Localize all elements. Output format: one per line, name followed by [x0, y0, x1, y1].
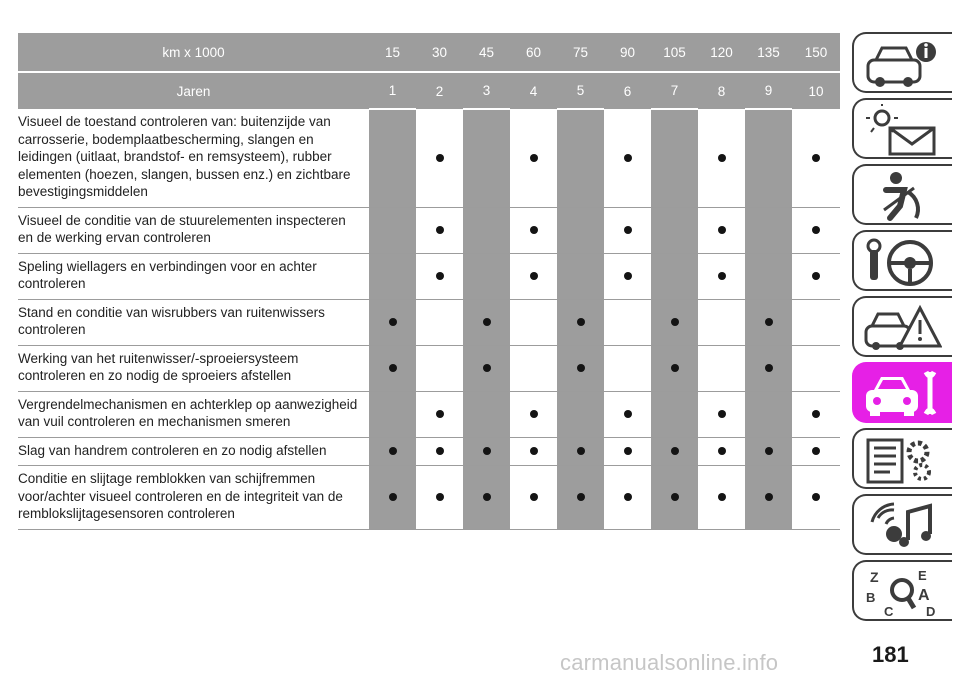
chapter-tab[interactable]: [852, 98, 952, 159]
interval-cell: [463, 207, 510, 253]
table-row: [18, 345, 840, 391]
interval-cell: [651, 391, 698, 437]
car-maintenance-icon: [864, 368, 942, 420]
km-header-label: km x 1000: [18, 33, 369, 72]
scheduled-dot-icon: [389, 318, 397, 326]
year-interval-header: 9: [745, 72, 792, 109]
scheduled-dot-icon: [718, 493, 726, 501]
km-interval-header: 135: [745, 33, 792, 72]
interval-cell: [416, 391, 463, 437]
interval-cell: [651, 109, 698, 207]
interval-cell: [557, 299, 604, 345]
interval-cell: [792, 207, 840, 253]
interval-cell: [604, 437, 651, 466]
svg-text:B: B: [866, 590, 876, 605]
years-header-row: [18, 72, 840, 109]
task-description: Slag van handrem controleren en zo nodig afstellen: [18, 437, 369, 466]
scheduled-dot-icon: [530, 410, 538, 418]
scheduled-dot-icon: [436, 447, 444, 455]
page-number: 181: [872, 642, 909, 667]
scheduled-dot-icon: [624, 410, 632, 418]
task-description: Conditie en slijtage remblokken van schijfremmen voor/achter visueel controleren en de integriteit van de remblokslijtagesensoren controleren: [18, 466, 369, 530]
year-interval-header: 1: [369, 72, 416, 109]
interval-cell: [416, 207, 463, 253]
interval-cell: [463, 466, 510, 530]
scheduled-dot-icon: [812, 154, 820, 162]
table-row: [18, 207, 840, 253]
year-interval-header: 7: [651, 72, 698, 109]
scheduled-dot-icon: [577, 493, 585, 501]
interval-cell: [416, 109, 463, 207]
task-description: Werking van het ruitenwisser/-sproeiersysteem controleren en zo nodig de sproeiers afstellen: [18, 345, 369, 391]
interval-cell: [792, 109, 840, 207]
multimedia-icon: [864, 500, 942, 552]
interval-cell: [745, 299, 792, 345]
scheduled-dot-icon: [483, 493, 491, 501]
interval-cell: [416, 299, 463, 345]
interval-cell: [463, 345, 510, 391]
year-interval-header: 2: [416, 72, 463, 109]
interval-cell: [745, 207, 792, 253]
interval-cell: [416, 345, 463, 391]
svg-text:E: E: [918, 568, 927, 583]
interval-cell: [745, 466, 792, 530]
km-header-row: [18, 33, 840, 72]
interval-cell: [510, 109, 557, 207]
interval-cell: [463, 391, 510, 437]
interval-cell: [651, 207, 698, 253]
key-steering-wheel-icon: [864, 236, 942, 288]
scheduled-dot-icon: [577, 447, 585, 455]
year-interval-header: 8: [698, 72, 745, 109]
interval-cell: [557, 391, 604, 437]
km-interval-header: 75: [557, 33, 604, 72]
interval-cell: [651, 466, 698, 530]
interval-cell: [792, 391, 840, 437]
interval-cell: [369, 253, 416, 299]
interval-cell: [604, 466, 651, 530]
interval-cell: [557, 437, 604, 466]
interval-cell: [416, 253, 463, 299]
chapter-tab[interactable]: [852, 428, 952, 489]
scheduled-dot-icon: [530, 272, 538, 280]
interval-cell: [698, 109, 745, 207]
interval-cell: [369, 109, 416, 207]
interval-cell: [463, 253, 510, 299]
svg-text:Z: Z: [870, 569, 879, 585]
task-description: Vergrendelmechanismen en achterklep op aanwezigheid van vuil controleren en mechanismen smeren: [18, 391, 369, 437]
table-row: [18, 466, 840, 530]
chapter-tab[interactable]: [852, 230, 952, 291]
scheduled-dot-icon: [812, 272, 820, 280]
year-interval-header: 6: [604, 72, 651, 109]
technical-data-icon: [864, 434, 942, 486]
interval-cell: [416, 466, 463, 530]
interval-cell: [745, 253, 792, 299]
chapter-tab[interactable]: [852, 32, 952, 93]
scheduled-dot-icon: [624, 447, 632, 455]
table-row: [18, 253, 840, 299]
interval-cell: [792, 299, 840, 345]
scheduled-dot-icon: [624, 226, 632, 234]
scheduled-dot-icon: [483, 447, 491, 455]
scheduled-dot-icon: [436, 272, 444, 280]
interval-cell: [369, 299, 416, 345]
scheduled-dot-icon: [812, 493, 820, 501]
chapter-tab[interactable]: [852, 164, 952, 225]
task-description: Visueel de toestand controleren van: buitenzijde van carrosserie, bodemplaatbescherming, slangen en leidingen (uitlaat, brandstof- en remsysteem), rubber elementen (hoezen, slangen, bussen enz.) en zichtbare bevestigingsmiddelen: [18, 109, 369, 207]
scheduled-dot-icon: [530, 226, 538, 234]
km-interval-header: 90: [604, 33, 651, 72]
interval-cell: [604, 299, 651, 345]
schedule-body: [18, 109, 840, 529]
interval-cell: [369, 391, 416, 437]
scheduled-dot-icon: [530, 154, 538, 162]
scheduled-dot-icon: [624, 493, 632, 501]
year-interval-header: 4: [510, 72, 557, 109]
interval-cell: [745, 391, 792, 437]
interval-cell: [604, 207, 651, 253]
interval-cell: [604, 391, 651, 437]
interval-cell: [416, 437, 463, 466]
interval-cell: [557, 207, 604, 253]
interval-cell: [557, 345, 604, 391]
interval-cell: [369, 207, 416, 253]
scheduled-dot-icon: [389, 364, 397, 372]
task-description: Stand en conditie van wisrubbers van ruitenwissers controleren: [18, 299, 369, 345]
interval-cell: [510, 253, 557, 299]
scheduled-dot-icon: [436, 226, 444, 234]
interval-cell: [698, 299, 745, 345]
years-header-label: Jaren: [18, 72, 369, 109]
scheduled-dot-icon: [436, 154, 444, 162]
scheduled-dot-icon: [671, 318, 679, 326]
scheduled-dot-icon: [624, 154, 632, 162]
interval-cell: [698, 253, 745, 299]
interval-cell: [792, 253, 840, 299]
km-interval-header: 30: [416, 33, 463, 72]
interval-cell: [510, 391, 557, 437]
car-info-icon: [864, 38, 942, 90]
km-interval-header: 150: [792, 33, 840, 72]
interval-cell: [510, 345, 557, 391]
interval-cell: [463, 109, 510, 207]
scheduled-dot-icon: [718, 226, 726, 234]
scheduled-dot-icon: [718, 410, 726, 418]
airbag-safety-icon: [864, 170, 942, 222]
interval-cell: [651, 299, 698, 345]
year-interval-header: 5: [557, 72, 604, 109]
scheduled-dot-icon: [718, 447, 726, 455]
interval-cell: [792, 437, 840, 466]
interval-cell: [651, 253, 698, 299]
scheduled-dot-icon: [483, 318, 491, 326]
km-interval-header: 105: [651, 33, 698, 72]
interval-cell: [369, 437, 416, 466]
interval-cell: [604, 109, 651, 207]
year-interval-header: 3: [463, 72, 510, 109]
scheduled-dot-icon: [812, 447, 820, 455]
maintenance-schedule-table: [18, 33, 840, 530]
interval-cell: [745, 437, 792, 466]
km-interval-header: 45: [463, 33, 510, 72]
interval-cell: [792, 466, 840, 530]
watermark: carmanualsonline.info: [560, 650, 779, 675]
table-row: [18, 109, 840, 207]
interval-cell: [510, 466, 557, 530]
interval-cell: [557, 109, 604, 207]
task-description: Speling wiellagers en verbindingen voor en achter controleren: [18, 253, 369, 299]
km-interval-header: 60: [510, 33, 557, 72]
scheduled-dot-icon: [671, 493, 679, 501]
scheduled-dot-icon: [483, 364, 491, 372]
scheduled-dot-icon: [718, 272, 726, 280]
svg-text:D: D: [926, 604, 936, 618]
year-interval-header: 10: [792, 72, 840, 109]
interval-cell: [510, 207, 557, 253]
chapter-tab[interactable]: [852, 296, 952, 357]
table-row: [18, 437, 840, 466]
scheduled-dot-icon: [389, 447, 397, 455]
table-row: [18, 299, 840, 345]
km-interval-header: 120: [698, 33, 745, 72]
interval-cell: [604, 253, 651, 299]
interval-cell: [510, 299, 557, 345]
interval-cell: [369, 466, 416, 530]
svg-text:C: C: [884, 604, 894, 618]
interval-cell: [463, 299, 510, 345]
chapter-tab[interactable]: [852, 362, 952, 423]
scheduled-dot-icon: [718, 154, 726, 162]
km-interval-header: 15: [369, 33, 416, 72]
scheduled-dot-icon: [577, 364, 585, 372]
scheduled-dot-icon: [389, 493, 397, 501]
table-row: [18, 391, 840, 437]
interval-cell: [369, 345, 416, 391]
scheduled-dot-icon: [812, 226, 820, 234]
scheduled-dot-icon: [765, 318, 773, 326]
interval-cell: [463, 437, 510, 466]
interval-cell: [698, 345, 745, 391]
chapter-tabs: [852, 32, 954, 626]
scheduled-dot-icon: [671, 447, 679, 455]
scheduled-dot-icon: [624, 272, 632, 280]
task-description: Visueel de conditie van de stuurelementen inspecteren en de werking ervan controleren: [18, 207, 369, 253]
interval-cell: [557, 253, 604, 299]
svg-text:A: A: [918, 587, 930, 604]
interval-cell: [651, 345, 698, 391]
chapter-tab[interactable]: [852, 560, 952, 621]
interval-cell: [698, 466, 745, 530]
scheduled-dot-icon: [765, 364, 773, 372]
interval-cell: [745, 109, 792, 207]
index-search-icon: [864, 566, 942, 618]
interval-cell: [698, 391, 745, 437]
interval-cell: [792, 345, 840, 391]
scheduled-dot-icon: [436, 410, 444, 418]
interval-cell: [698, 207, 745, 253]
interval-cell: [745, 345, 792, 391]
scheduled-dot-icon: [530, 493, 538, 501]
dashboard-lights-icon: [864, 104, 942, 156]
scheduled-dot-icon: [530, 447, 538, 455]
interval-cell: [604, 345, 651, 391]
interval-cell: [651, 437, 698, 466]
scheduled-dot-icon: [812, 410, 820, 418]
chapter-tab[interactable]: [852, 494, 952, 555]
scheduled-dot-icon: [436, 493, 444, 501]
interval-cell: [698, 437, 745, 466]
scheduled-dot-icon: [671, 364, 679, 372]
scheduled-dot-icon: [577, 318, 585, 326]
scheduled-dot-icon: [765, 447, 773, 455]
interval-cell: [510, 437, 557, 466]
scheduled-dot-icon: [765, 493, 773, 501]
interval-cell: [557, 466, 604, 530]
car-breakdown-icon: [864, 302, 942, 354]
